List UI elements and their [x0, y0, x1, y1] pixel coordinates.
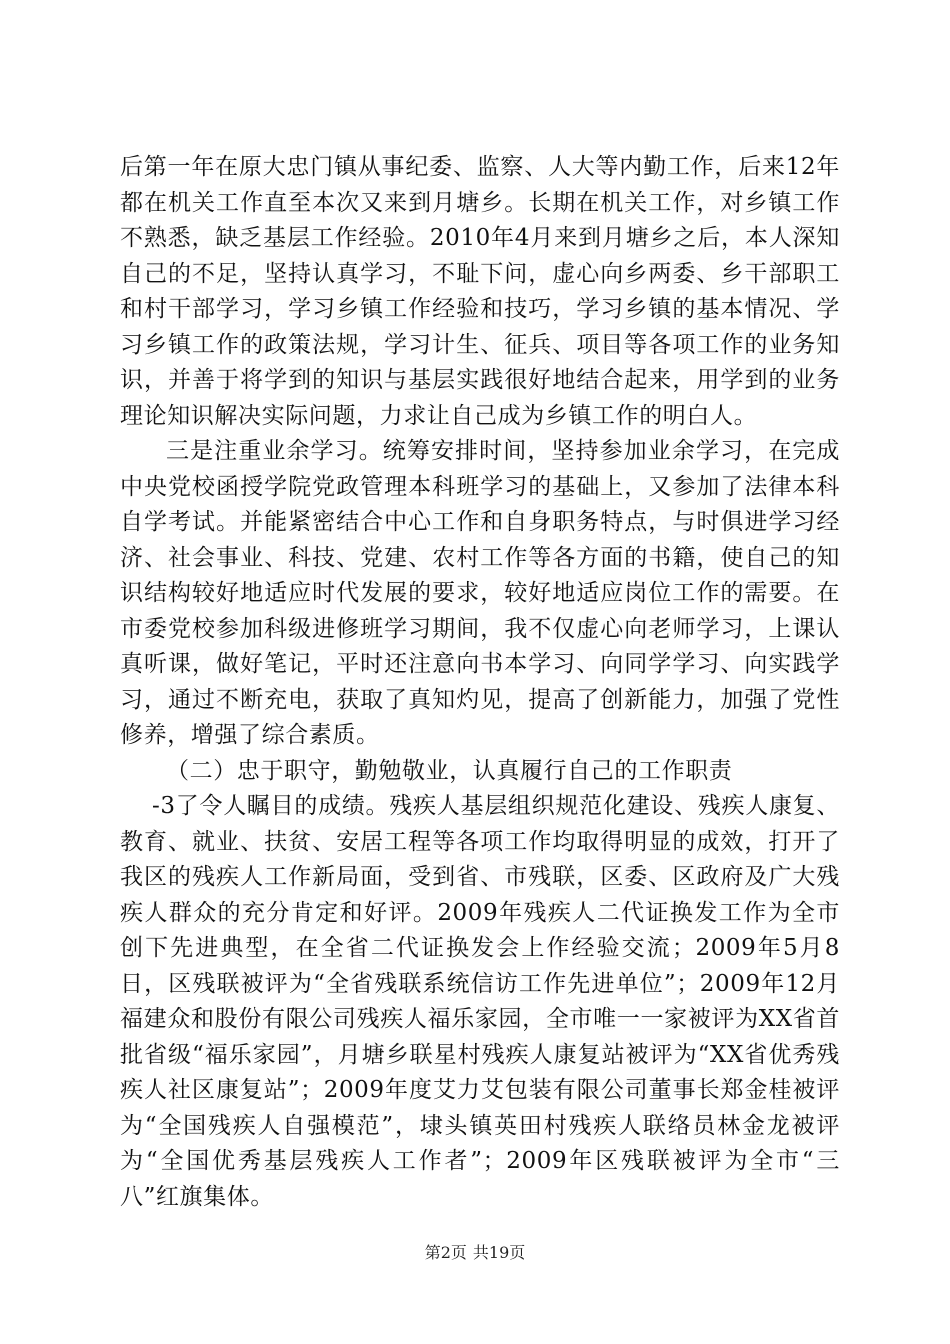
paragraph-continuation: 后第一年在原大忠门镇从事纪委、监察、人大等内勤工作，后来12年都在机关工作直至本次又来到月塘乡。长期在机关工作，对乡镇工作不熟悉，缺乏基层工作经验。2010年4月来到月塘乡之后，本人深知自己的不足，坚持认真学习，不耻下问，虚心向乡两委、乡干部职工和村干部学习，学习乡镇工作经验和技巧，学习乡镇的基本情况、学习乡镇工作的政策法规，学习计生、征兵、项目等各项工作的业务知识，并善于将学到的知识与基层实践很好地结合起来，用学到的业务理论知识解决实际问题，力求让自己成为乡镇工作的明白人。	[120, 154, 840, 429]
document-body	[120, 150, 840, 1215]
paragraph-spare-time-study: 三是注重业余学习。统筹安排时间，坚持参加业余学习，在完成中央党校函授学院党政管理本科班学习的基础上，又参加了法律本科自学考试。并能紧密结合中心工作和自身职务特点，与时俱进学习经济、社会事业、科技、党建、农村工作等各方面的书籍，使自己的知识结构较好地适应时代发展的要求，较好地适应岗位工作的需要。在市委党校参加科级进修班学习期间，我不仅虚心向老师学习，上课认真听课，做好笔记，平时还注意向书本学习、向同学学习、向实践学习，通过不断充电，获取了真知灼见，提高了创新能力，加强了党性修养，增强了综合素质。	[120, 438, 840, 748]
paragraph-achievements: -3了令人瞩目的成绩。残疾人基层组织规范化建设、残疾人康复、教育、就业、扶贫、安居工程等各项工作均取得明显的成效，打开了我区的残疾人工作新局面，受到省、市残联，区委、区政府及广大残疾人群众的充分肯定和好评。2009年残疾人二代证换发工作为全市创下先进典型，在全省二代证换发会上作经验交流；2009年5月8日，区残联被评为“全省残联系统信访工作先进单位”；2009年12月福建众和股份有限公司残疾人福乐家园，全市唯一一家被评为XX省首批省级“福乐家园”，月塘乡联星村残疾人康复站被评为“XX省优秀残疾人社区康复站”；2009年度艾力艾包装有限公司董事长郑金桂被评为“全国残疾人自强模范”，埭头镇英田村残疾人联络员林金龙被评为“全国优秀基层残疾人工作者”；2009年区残联被评为全市“三八”红旗集体。	[120, 793, 840, 1210]
section-subheading: （二）忠于职守，勤勉敬业，认真履行自己的工作职责	[166, 757, 733, 784]
page-number: 第2页	[424, 1243, 467, 1262]
page-footer	[0, 1240, 950, 1263]
page-total: 共19页	[472, 1243, 526, 1262]
